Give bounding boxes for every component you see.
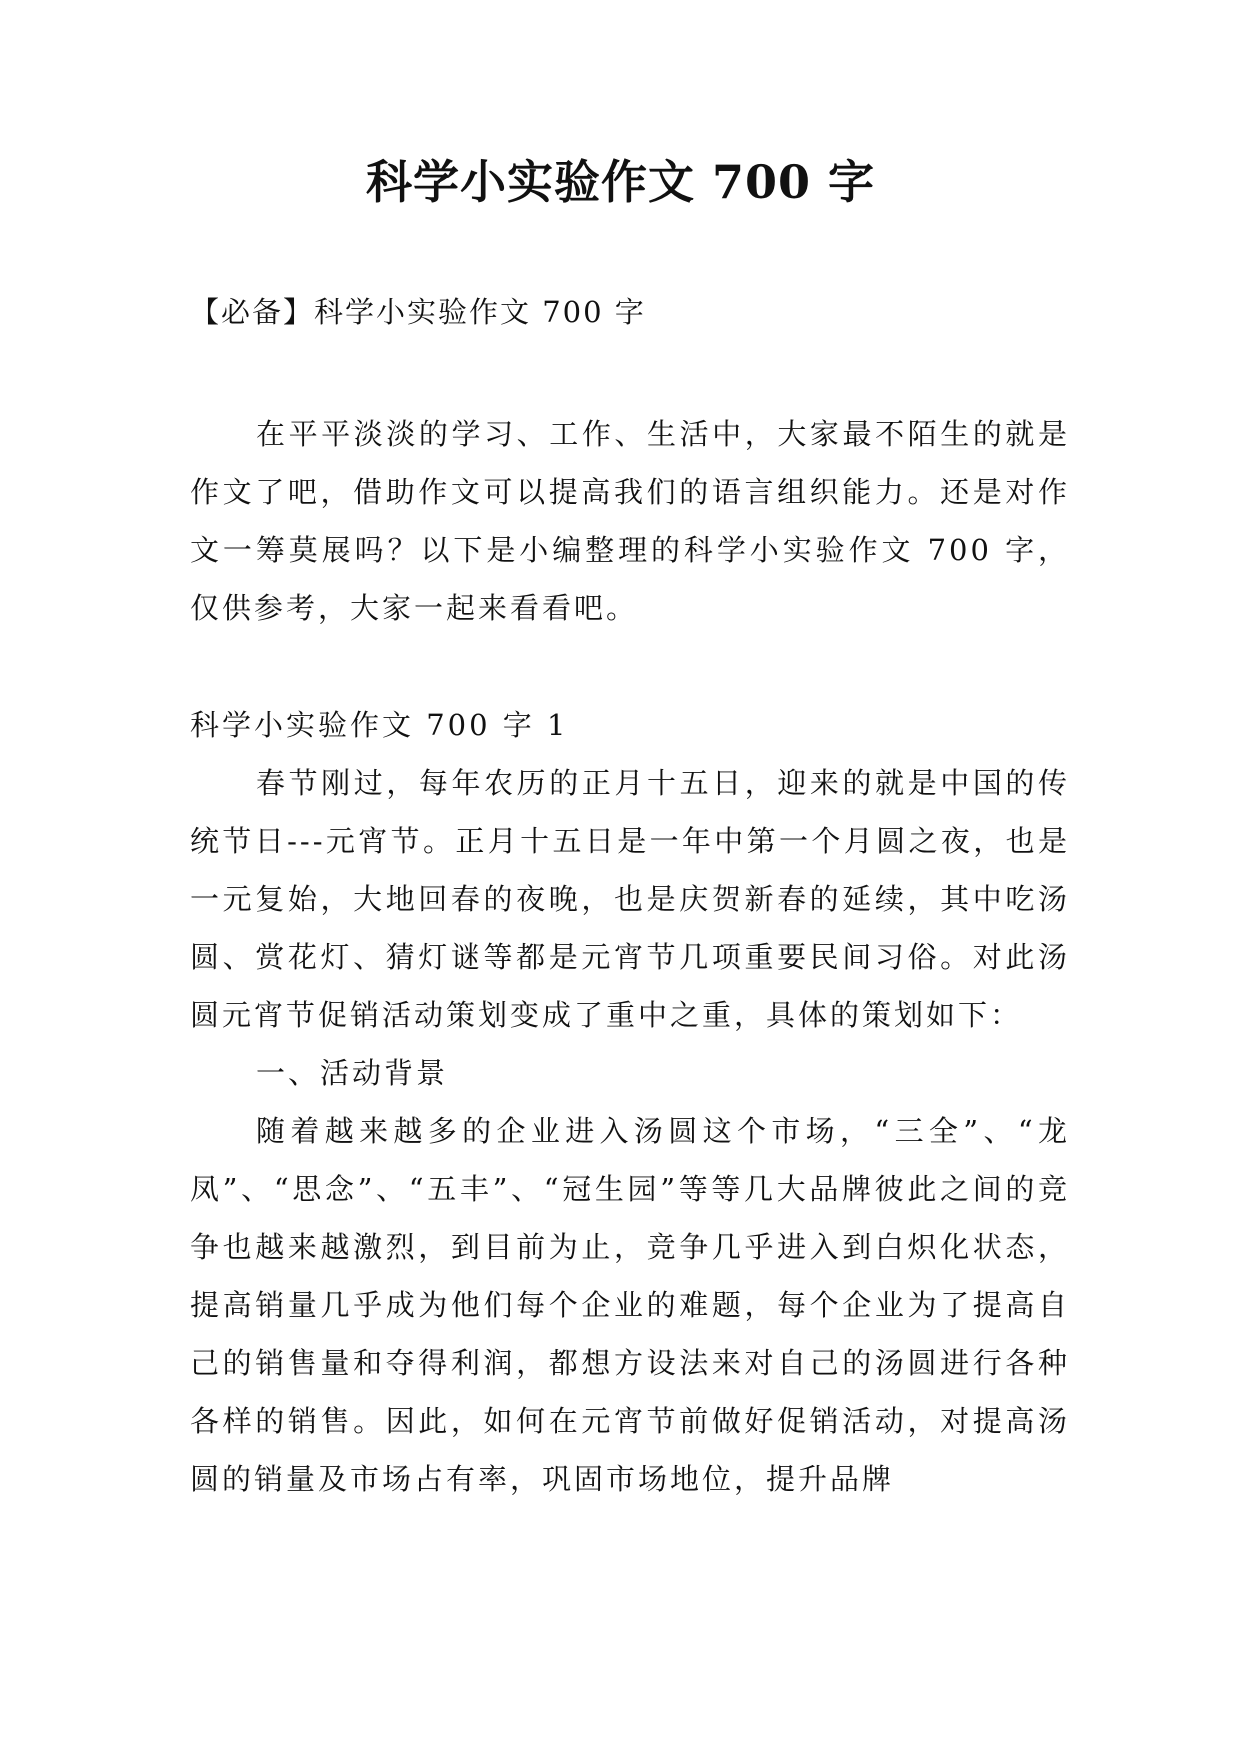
section-block bbox=[190, 696, 1070, 1508]
body-paragraph-2: 随着越来越多的企业进入汤圆这个市场，“三全”、“龙凤”、“思念”、“五丰”、“冠生园”等等几大品牌彼此之间的竞争也越来越激烈，到目前为止，竞争几乎进入到白炽化状态，提高销量几乎成为他们每个企业的难题，每个企业为了提高自己的销售量和夺得利润，都想方设法来对自己的汤圆进行各种各样的销售。因此，如何在元宵节前做好促销活动，对提高汤圆的销量及市场占有率，巩固市场地位，提升品牌 bbox=[190, 1114, 1070, 1496]
intro-block bbox=[190, 405, 1070, 637]
document-subtitle: 【必备】科学小实验作文 700 字 bbox=[190, 295, 646, 329]
body-paragraph-1: 春节刚过，每年农历的正月十五日，迎来的就是中国的传统节日---元宵节。正月十五日是一年中第一个月圆之夜，也是一元复始，大地回春的夜晚，也是庆贺新春的延续，其中吃汤圆、赏花灯、猜灯谜等都是元宵节几项重要民间习俗。对此汤圆元宵节促销活动策划变成了重中之重，具体的策划如下： bbox=[190, 766, 1070, 1032]
intro-paragraph: 在平平淡淡的学习、工作、生活中，大家最不陌生的就是作文了吧，借助作文可以提高我们的语言组织能力。还是对作文一筹莫展吗？以下是小编整理的科学小实验作文 700 字，仅供参考，大家一起来看看吧。 bbox=[190, 417, 1070, 625]
subheading-activity-background: 一、活动背景 bbox=[256, 1056, 449, 1090]
section-heading: 科学小实验作文 700 字 1 bbox=[190, 708, 569, 742]
page-title: 科学小实验作文 700 字 bbox=[365, 155, 876, 209]
